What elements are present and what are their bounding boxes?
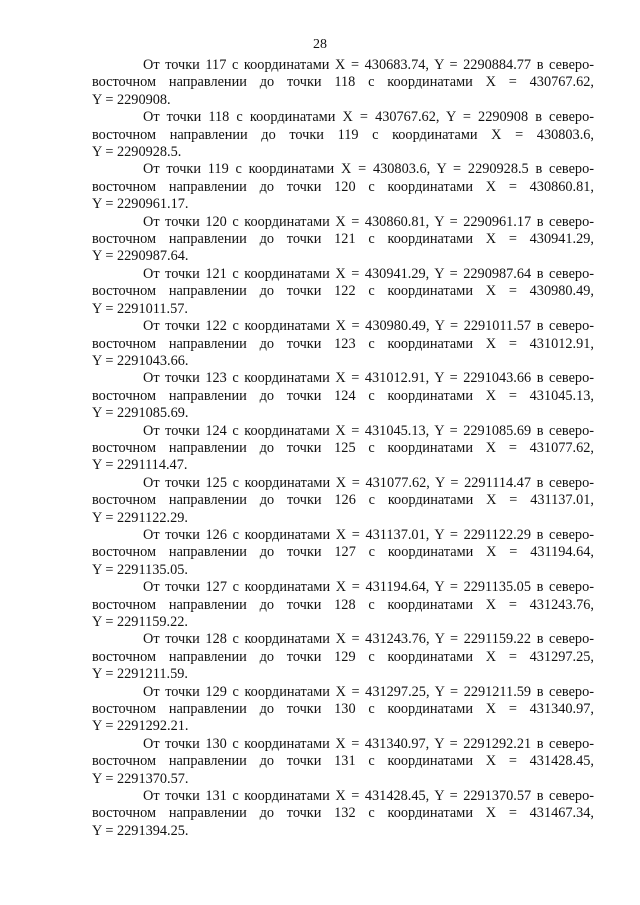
paragraph-line-2: восточном направлении до точки 122 с координатами X = 430980.49, (92, 283, 594, 300)
paragraph-line-1: От точки 126 с координатами X = 431137.01, Y = 2291122.29 в северо- (143, 526, 594, 543)
paragraph-line-2: восточном направлении до точки 124 с координатами X = 431045.13, (92, 387, 594, 404)
paragraph-line-3: Y = 2291394.25. (92, 822, 189, 839)
paragraph-line-2: восточном направлении до точки 131 с координатами X = 431428.45, (92, 753, 594, 770)
paragraph-line-3: Y = 2291135.05. (92, 561, 188, 578)
paragraph-line-3: Y = 2291159.22. (92, 614, 188, 630)
paragraph-line-3: Y = 2291211.59. (92, 666, 188, 683)
paragraph-line-3: Y = 2291122.29. (92, 509, 188, 526)
paragraph-line-2: восточном направлении до точки 128 с координатами X = 431243.76, (92, 596, 594, 613)
boundary-paragraph (92, 423, 594, 475)
paragraph-line-1: От точки 118 с координатами X = 430767.62, Y = 2290908 в северо- (143, 109, 594, 126)
paragraph-line-2: восточном направлении до точки 127 с координатами X = 431194.64, (92, 544, 594, 561)
paragraph-line-1: От точки 120 с координатами X = 430860.81, Y = 2290961.17 в северо- (143, 213, 594, 230)
boundary-paragraph (92, 788, 594, 840)
boundary-paragraph (92, 475, 594, 527)
boundary-paragraph (92, 161, 594, 213)
paragraph-line-2: восточном направлении до точки 120 с координатами X = 430860.81, (92, 178, 594, 195)
paragraph-line-1: От точки 128 с координатами X = 431243.76, Y = 2291159.22 в северо- (143, 631, 594, 648)
boundary-paragraph (92, 214, 594, 266)
paragraph-line-1: От точки 122 с координатами X = 430980.49, Y = 2291011.57 в северо- (143, 318, 594, 335)
paragraph-line-3: Y = 2291043.66. (92, 352, 189, 369)
paragraph-line-1: От точки 130 с координатами X = 431340.97, Y = 2291292.21 в северо- (143, 735, 594, 752)
paragraph-line-1: От точки 127 с координатами X = 431194.64, Y = 2291135.05 в северо- (143, 579, 594, 596)
paragraph-line-1: От точки 121 с координатами X = 430941.29, Y = 2290987.64 в северо- (143, 265, 594, 282)
page-number: 28 (313, 37, 327, 52)
paragraph-line-3: Y = 2291292.21. (92, 718, 189, 735)
paragraph-line-3: Y = 2290961.17. (92, 196, 189, 213)
paragraph-line-1: От точки 119 с координатами X = 430803.6, Y = 2290928.5 в северо- (143, 161, 594, 178)
paragraph-line-2: восточном направлении до точки 121 с координатами X = 430941.29, (92, 231, 594, 248)
paragraph-line-3: Y = 2290928.5. (92, 144, 182, 161)
boundary-paragraph (92, 318, 594, 370)
paragraph-line-2: восточном направлении до точки 132 с координатами X = 431467.34, (92, 805, 594, 822)
paragraph-line-2: восточном направлении до точки 130 с координатами X = 431340.97, (92, 701, 594, 718)
document-body (92, 57, 594, 840)
boundary-paragraph (92, 684, 594, 736)
paragraph-line-1: От точки 123 с координатами X = 431012.91, Y = 2291043.66 в северо- (143, 370, 594, 387)
paragraph-line-1: От точки 131 с координатами X = 431428.45, Y = 2291370.57 в северо- (143, 788, 594, 805)
paragraph-line-3: Y = 2291114.47. (92, 457, 188, 474)
paragraph-line-2: восточном направлении до точки 125 с координатами X = 431077.62, (92, 439, 594, 456)
boundary-paragraph (92, 579, 594, 631)
boundary-paragraph (92, 57, 594, 109)
paragraph-line-3: Y = 2291085.69. (92, 405, 189, 422)
paragraph-line-2: восточном направлении до точки 129 с координатами X = 431297.25, (92, 648, 594, 665)
boundary-paragraph (92, 736, 594, 788)
paragraph-line-1: От точки 124 с координатами X = 431045.13, Y = 2291085.69 в северо- (143, 422, 594, 439)
paragraph-line-1: От точки 117 с координатами X = 430683.74, Y = 2290884.77 в северо- (143, 57, 594, 73)
paragraph-line-3: Y = 2291011.57. (92, 300, 188, 317)
paragraph-line-3: Y = 2291370.57. (92, 770, 189, 787)
boundary-paragraph (92, 109, 594, 161)
paragraph-line-2: восточном направлении до точки 126 с координатами X = 431137.01, (92, 492, 594, 509)
boundary-paragraph (92, 631, 594, 683)
paragraph-line-2: восточном направлении до точки 123 с координатами X = 431012.91, (92, 335, 594, 352)
paragraph-line-1: От точки 129 с координатами X = 431297.25, Y = 2291211.59 в северо- (143, 683, 594, 700)
paragraph-line-3: Y = 2290908. (92, 91, 171, 108)
paragraph-line-2: восточном направлении до точки 119 с координатами X = 430803.6, (92, 126, 594, 143)
boundary-paragraph (92, 370, 594, 422)
paragraph-line-1: От точки 125 с координатами X = 431077.62, Y = 2291114.47 в северо- (143, 474, 594, 491)
boundary-paragraph (92, 266, 594, 318)
paragraph-line-3: Y = 2290987.64. (92, 248, 189, 265)
paragraph-line-2: восточном направлении до точки 118 с координатами X = 430767.62, (92, 74, 594, 91)
boundary-paragraph (92, 527, 594, 579)
